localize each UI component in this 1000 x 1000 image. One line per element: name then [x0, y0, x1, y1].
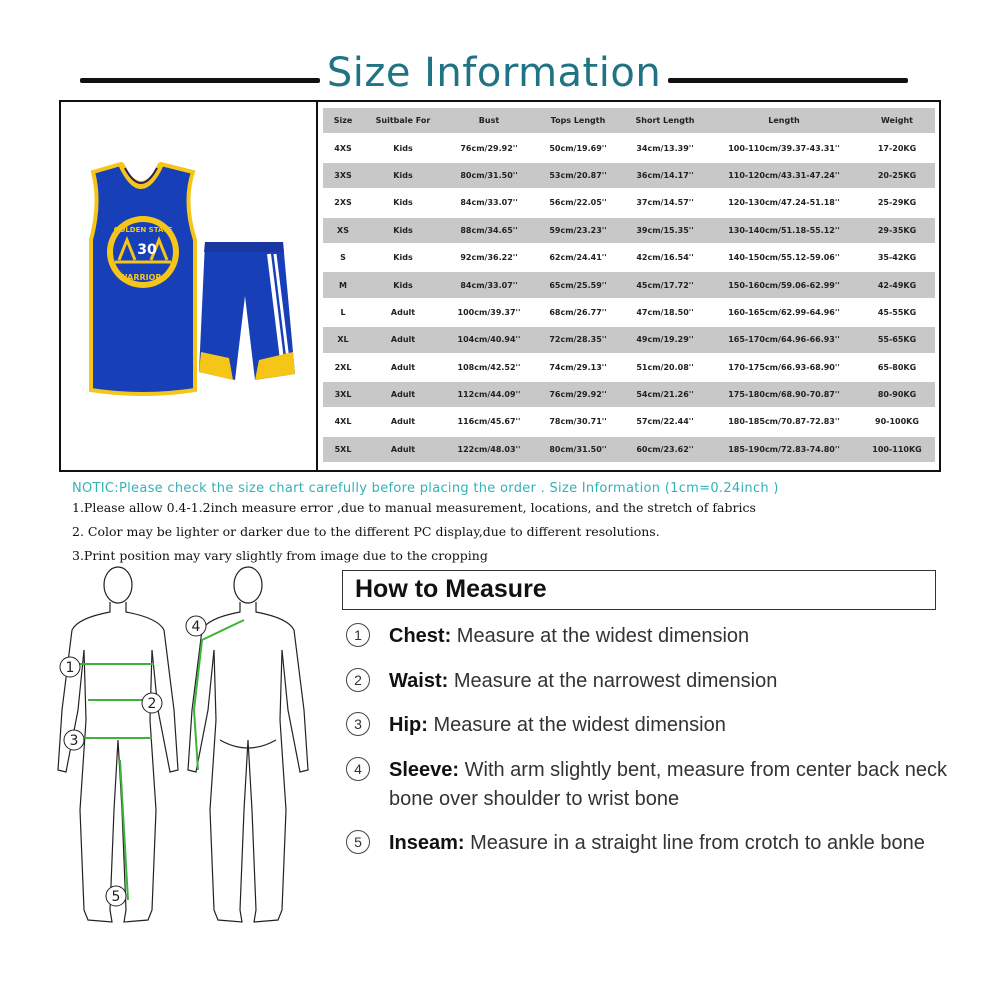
measure-number: 3: [346, 712, 370, 736]
table-cell: 4XL: [323, 409, 363, 434]
table-cell: 76cm/29.92'': [535, 382, 621, 407]
table-cell: 25-29KG: [859, 190, 935, 215]
table-header-cell: Tops Length: [535, 108, 621, 133]
table-cell: 56cm/22.05'': [535, 190, 621, 215]
table-cell: 84cm/33.07'': [443, 190, 535, 215]
table-cell: 50cm/19.69'': [535, 135, 621, 160]
table-cell: 51cm/20.08'': [621, 355, 709, 380]
table-row: [323, 272, 935, 297]
table-cell: 80cm/31.50'': [535, 437, 621, 462]
table-header-cell: Length: [709, 108, 859, 133]
table-cell: 3XL: [323, 382, 363, 407]
table-row: [323, 409, 935, 434]
table-cell: 17-20KG: [859, 135, 935, 160]
table-cell: L: [323, 300, 363, 325]
table-row: [323, 190, 935, 215]
table-cell: Kids: [363, 218, 443, 243]
table-cell: 104cm/40.94'': [443, 327, 535, 352]
table-cell: 54cm/21.26'': [621, 382, 709, 407]
table-cell: 53cm/20.87'': [535, 163, 621, 188]
measurement-figures: [48, 560, 338, 940]
table-body: [323, 135, 935, 462]
marker-2: 2: [147, 696, 157, 712]
table-cell: 72cm/28.35'': [535, 327, 621, 352]
table-header-cell: Weight: [859, 108, 935, 133]
table-cell: 120-130cm/47.24-51.18'': [709, 190, 859, 215]
table-cell: 100cm/39.37'': [443, 300, 535, 325]
jersey-number: 30: [137, 242, 157, 258]
marker-4: 4: [191, 619, 201, 635]
table-cell: 175-180cm/68.90-70.87'': [709, 382, 859, 407]
table-cell: 185-190cm/72.83-74.80'': [709, 437, 859, 462]
table-cell: 130-140cm/51.18-55.12'': [709, 218, 859, 243]
table-cell: 4XS: [323, 135, 363, 160]
marker-3: 3: [69, 733, 79, 749]
size-chart-frame: [59, 100, 941, 472]
table-cell: 47cm/18.50'': [621, 300, 709, 325]
table-cell: 60cm/23.62'': [621, 437, 709, 462]
table-cell: Kids: [363, 245, 443, 270]
marker-1: 1: [65, 660, 75, 676]
jersey-text-top: GOLDEN STATE: [113, 226, 173, 234]
table-row: [323, 327, 935, 352]
table-header-cell: Suitbale For: [363, 108, 443, 133]
table-cell: 57cm/22.44'': [621, 409, 709, 434]
table-header-cell: Bust: [443, 108, 535, 133]
table-cell: Adult: [363, 327, 443, 352]
table-cell: 112cm/44.09'': [443, 382, 535, 407]
table-row: [323, 437, 935, 462]
table-cell: 116cm/45.67'': [443, 409, 535, 434]
table-cell: Adult: [363, 409, 443, 434]
table-cell: S: [323, 245, 363, 270]
table-cell: 80cm/31.50'': [443, 163, 535, 188]
table-cell: M: [323, 272, 363, 297]
table-cell: 76cm/29.92'': [443, 135, 535, 160]
table-cell: Kids: [363, 135, 443, 160]
back-figure: [188, 567, 308, 922]
table-cell: XL: [323, 327, 363, 352]
table-cell: 100-110cm/39.37-43.31'': [709, 135, 859, 160]
table-cell: 108cm/42.52'': [443, 355, 535, 380]
table-cell: 180-185cm/70.87-72.83'': [709, 409, 859, 434]
table-row: [323, 163, 935, 188]
table-cell: 35-42KG: [859, 245, 935, 270]
measure-text: Measure at the narrowest dimension: [448, 670, 778, 692]
table-row: [323, 135, 935, 160]
table-cell: 84cm/33.07'': [443, 272, 535, 297]
measure-number: 2: [346, 668, 370, 692]
table-cell: 39cm/15.35'': [621, 218, 709, 243]
table-cell: 36cm/14.17'': [621, 163, 709, 188]
table-cell: Adult: [363, 382, 443, 407]
table-row: [323, 382, 935, 407]
table-cell: 5XL: [323, 437, 363, 462]
table-cell: 150-160cm/59.06-62.99'': [709, 272, 859, 297]
table-cell: 160-165cm/62.99-64.96'': [709, 300, 859, 325]
table-cell: 78cm/30.71'': [535, 409, 621, 434]
table-row: [323, 245, 935, 270]
table-cell: 68cm/26.77'': [535, 300, 621, 325]
note-2: 2. Color may be lighter or darker due to the different PC display,due to different resolutions.: [72, 524, 660, 539]
table-cell: 49cm/19.29'': [621, 327, 709, 352]
note-3: 3.Print position may vary slightly from image due to the cropping: [72, 548, 488, 563]
table-cell: 122cm/48.03'': [443, 437, 535, 462]
table-cell: 45cm/17.72'': [621, 272, 709, 297]
table-cell: 100-110KG: [859, 437, 935, 462]
table-cell: 45-55KG: [859, 300, 935, 325]
table-cell: XS: [323, 218, 363, 243]
jersey-text-bottom: WARRIORS: [118, 273, 168, 282]
table-cell: Kids: [363, 163, 443, 188]
title-rule-right: [668, 78, 908, 83]
how-to-measure-box: [342, 570, 936, 610]
measure-label: Inseam:: [389, 832, 465, 854]
measurement-lines: [76, 620, 244, 900]
table-cell: 29-35KG: [859, 218, 935, 243]
measure-text: Measure at the widest dimension: [451, 625, 750, 647]
measure-label: Hip:: [389, 714, 428, 736]
table-header-row: [323, 108, 935, 133]
measure-text: With arm slightly bent, measure from center back neck bone over shoulder to wrist bone: [389, 759, 948, 810]
table-cell: 92cm/36.22'': [443, 245, 535, 270]
table-cell: 88cm/34.65'': [443, 218, 535, 243]
table-cell: 110-120cm/43.31-47.24'': [709, 163, 859, 188]
measure-number: 5: [346, 830, 370, 854]
table-cell: Adult: [363, 437, 443, 462]
table-cell: Adult: [363, 355, 443, 380]
table-cell: 80-90KG: [859, 382, 935, 407]
how-to-measure-title: How to Measure: [355, 575, 547, 603]
table-row: [323, 218, 935, 243]
table-cell: 65cm/25.59'': [535, 272, 621, 297]
title-row: [80, 48, 910, 108]
jersey-and-shorts-image: [83, 162, 303, 402]
table-row: [323, 300, 935, 325]
table-cell: 90-100KG: [859, 409, 935, 434]
table-cell: 170-175cm/66.93-68.90'': [709, 355, 859, 380]
product-image-panel: [61, 102, 318, 470]
table-cell: 165-170cm/64.96-66.93'': [709, 327, 859, 352]
table-cell: Adult: [363, 300, 443, 325]
measure-number: 4: [346, 757, 370, 781]
table-header-cell: Short Length: [621, 108, 709, 133]
measure-label: Chest:: [389, 625, 452, 647]
table-cell: 34cm/13.39'': [621, 135, 709, 160]
size-table: [323, 106, 935, 464]
table-cell: 59cm/23.23'': [535, 218, 621, 243]
measure-text: Measure at the widest dimension: [427, 714, 726, 736]
table-cell: 74cm/29.13'': [535, 355, 621, 380]
table-header-cell: Size: [323, 108, 363, 133]
marker-5: 5: [111, 889, 121, 905]
measure-label: Waist:: [389, 670, 449, 692]
table-cell: 2XL: [323, 355, 363, 380]
measure-label: Sleeve:: [389, 759, 460, 781]
table-row: [323, 355, 935, 380]
table-cell: 55-65KG: [859, 327, 935, 352]
table-cell: 42cm/16.54'': [621, 245, 709, 270]
table-cell: Kids: [363, 190, 443, 215]
measure-number: 1: [346, 623, 370, 647]
table-cell: 42-49KG: [859, 272, 935, 297]
table-cell: 62cm/24.41'': [535, 245, 621, 270]
measure-text: Measure in a straight line from crotch to ankle bone: [464, 832, 925, 854]
table-cell: 2XS: [323, 190, 363, 215]
notice-text: NOTIC:Please check the size chart carefully before placing the order . Size Information (1cm=0.24inch ): [72, 481, 779, 496]
table-cell: 140-150cm/55.12-59.06'': [709, 245, 859, 270]
table-cell: 20-25KG: [859, 163, 935, 188]
title-rule-left: [80, 78, 320, 83]
table-cell: 3XS: [323, 163, 363, 188]
note-1: 1.Please allow 0.4-1.2inch measure error ,due to manual measurement, locations, and the stretch of fabrics: [72, 500, 756, 515]
table-cell: Kids: [363, 272, 443, 297]
table-cell: 37cm/14.57'': [621, 190, 709, 215]
table-cell: 65-80KG: [859, 355, 935, 380]
page-title: Size Information: [326, 50, 662, 96]
